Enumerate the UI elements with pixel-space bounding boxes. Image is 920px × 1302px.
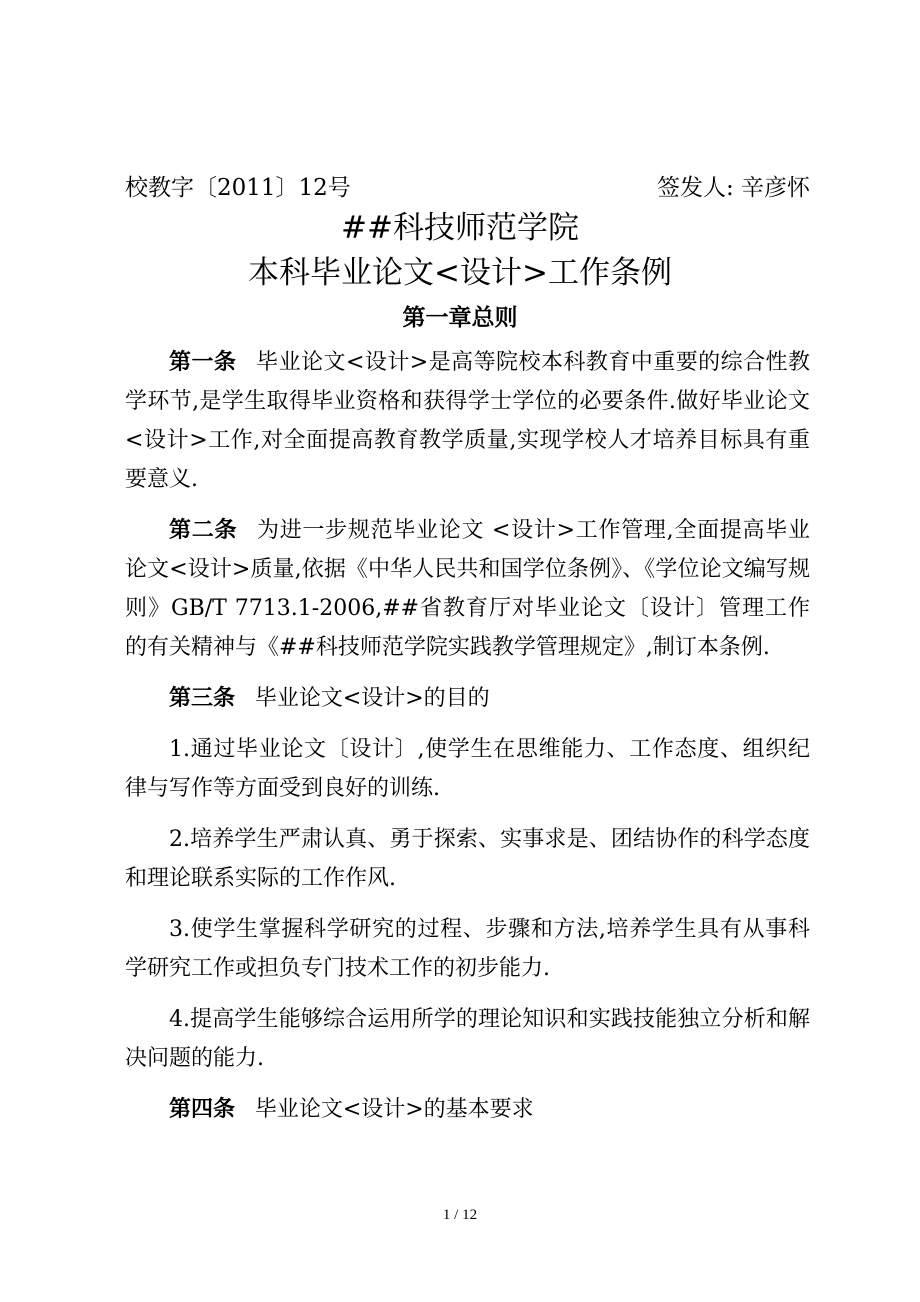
regulation-title: 本科毕业论文<设计>工作条例 [248,255,672,291]
list-item-4 [125,1000,810,1078]
institution-title: ##科技师范学院 [341,210,579,246]
list-item-2 [125,820,810,898]
article-4-paragraph [125,1090,810,1129]
article-label: 第一条 [169,350,237,375]
list-item-3 [125,910,810,988]
document-number: 校教字〔2011〕12号 [125,175,351,201]
document-body [125,343,810,1141]
list-item-text: 1.通过毕业论文〔设计〕,使学生在思维能力、工作态度、组织纪律与写作等方面受到良好的训练. [125,737,810,801]
article-1-paragraph [125,343,810,499]
article-text: 毕业论文<设计>的基本要求 [254,1097,534,1122]
list-item-text: 3.使学生掌握科学研究的过程、步骤和方法,培养学生具有从事科学研究工作或担负专门技术工作的初步能力. [125,917,810,981]
list-item-text: 4.提高学生能够综合运用所学的理论知识和实践技能独立分析和解决问题的能力. [125,1007,810,1071]
article-3-paragraph [125,679,810,718]
article-text: 毕业论文<设计>是高等院校本科教育中重要的综合性教学环节,是学生取得毕业资格和获得学士学位的必要条件.做好毕业论文<设计>工作,对全面提高教育教学质量,实现学校人才培养目标具有重要意义. [125,350,810,492]
article-2-paragraph [125,511,810,667]
page-number: 1 / 12 [442,1207,478,1223]
article-text: 毕业论文<设计>的目的 [254,686,490,711]
chapter-heading: 第一章总则 [402,305,518,331]
article-label: 第四条 [169,1097,236,1122]
list-item-1 [125,730,810,808]
document-header [125,170,810,206]
article-label: 第三条 [169,686,236,711]
list-item-text: 2.培养学生严肃认真、勇于探索、实事求是、团结协作的科学态度和理论联系实际的工作作风. [125,827,810,891]
article-label: 第二条 [169,518,238,543]
article-text: 为进一步规范毕业论文 <设计>工作管理,全面提高毕业论文<设计>质量,依据《中华人民共和国学位条例》、《学位论文编写规则》GB/T 7713.1-2006,##省教育厅对毕业论文〔设计〕管理工作的有关精神与《##科技师范学院实践教学管理规定》,制订本条例. [125,518,810,660]
document-signer: 签发人: 辛彦怀 [656,175,810,201]
